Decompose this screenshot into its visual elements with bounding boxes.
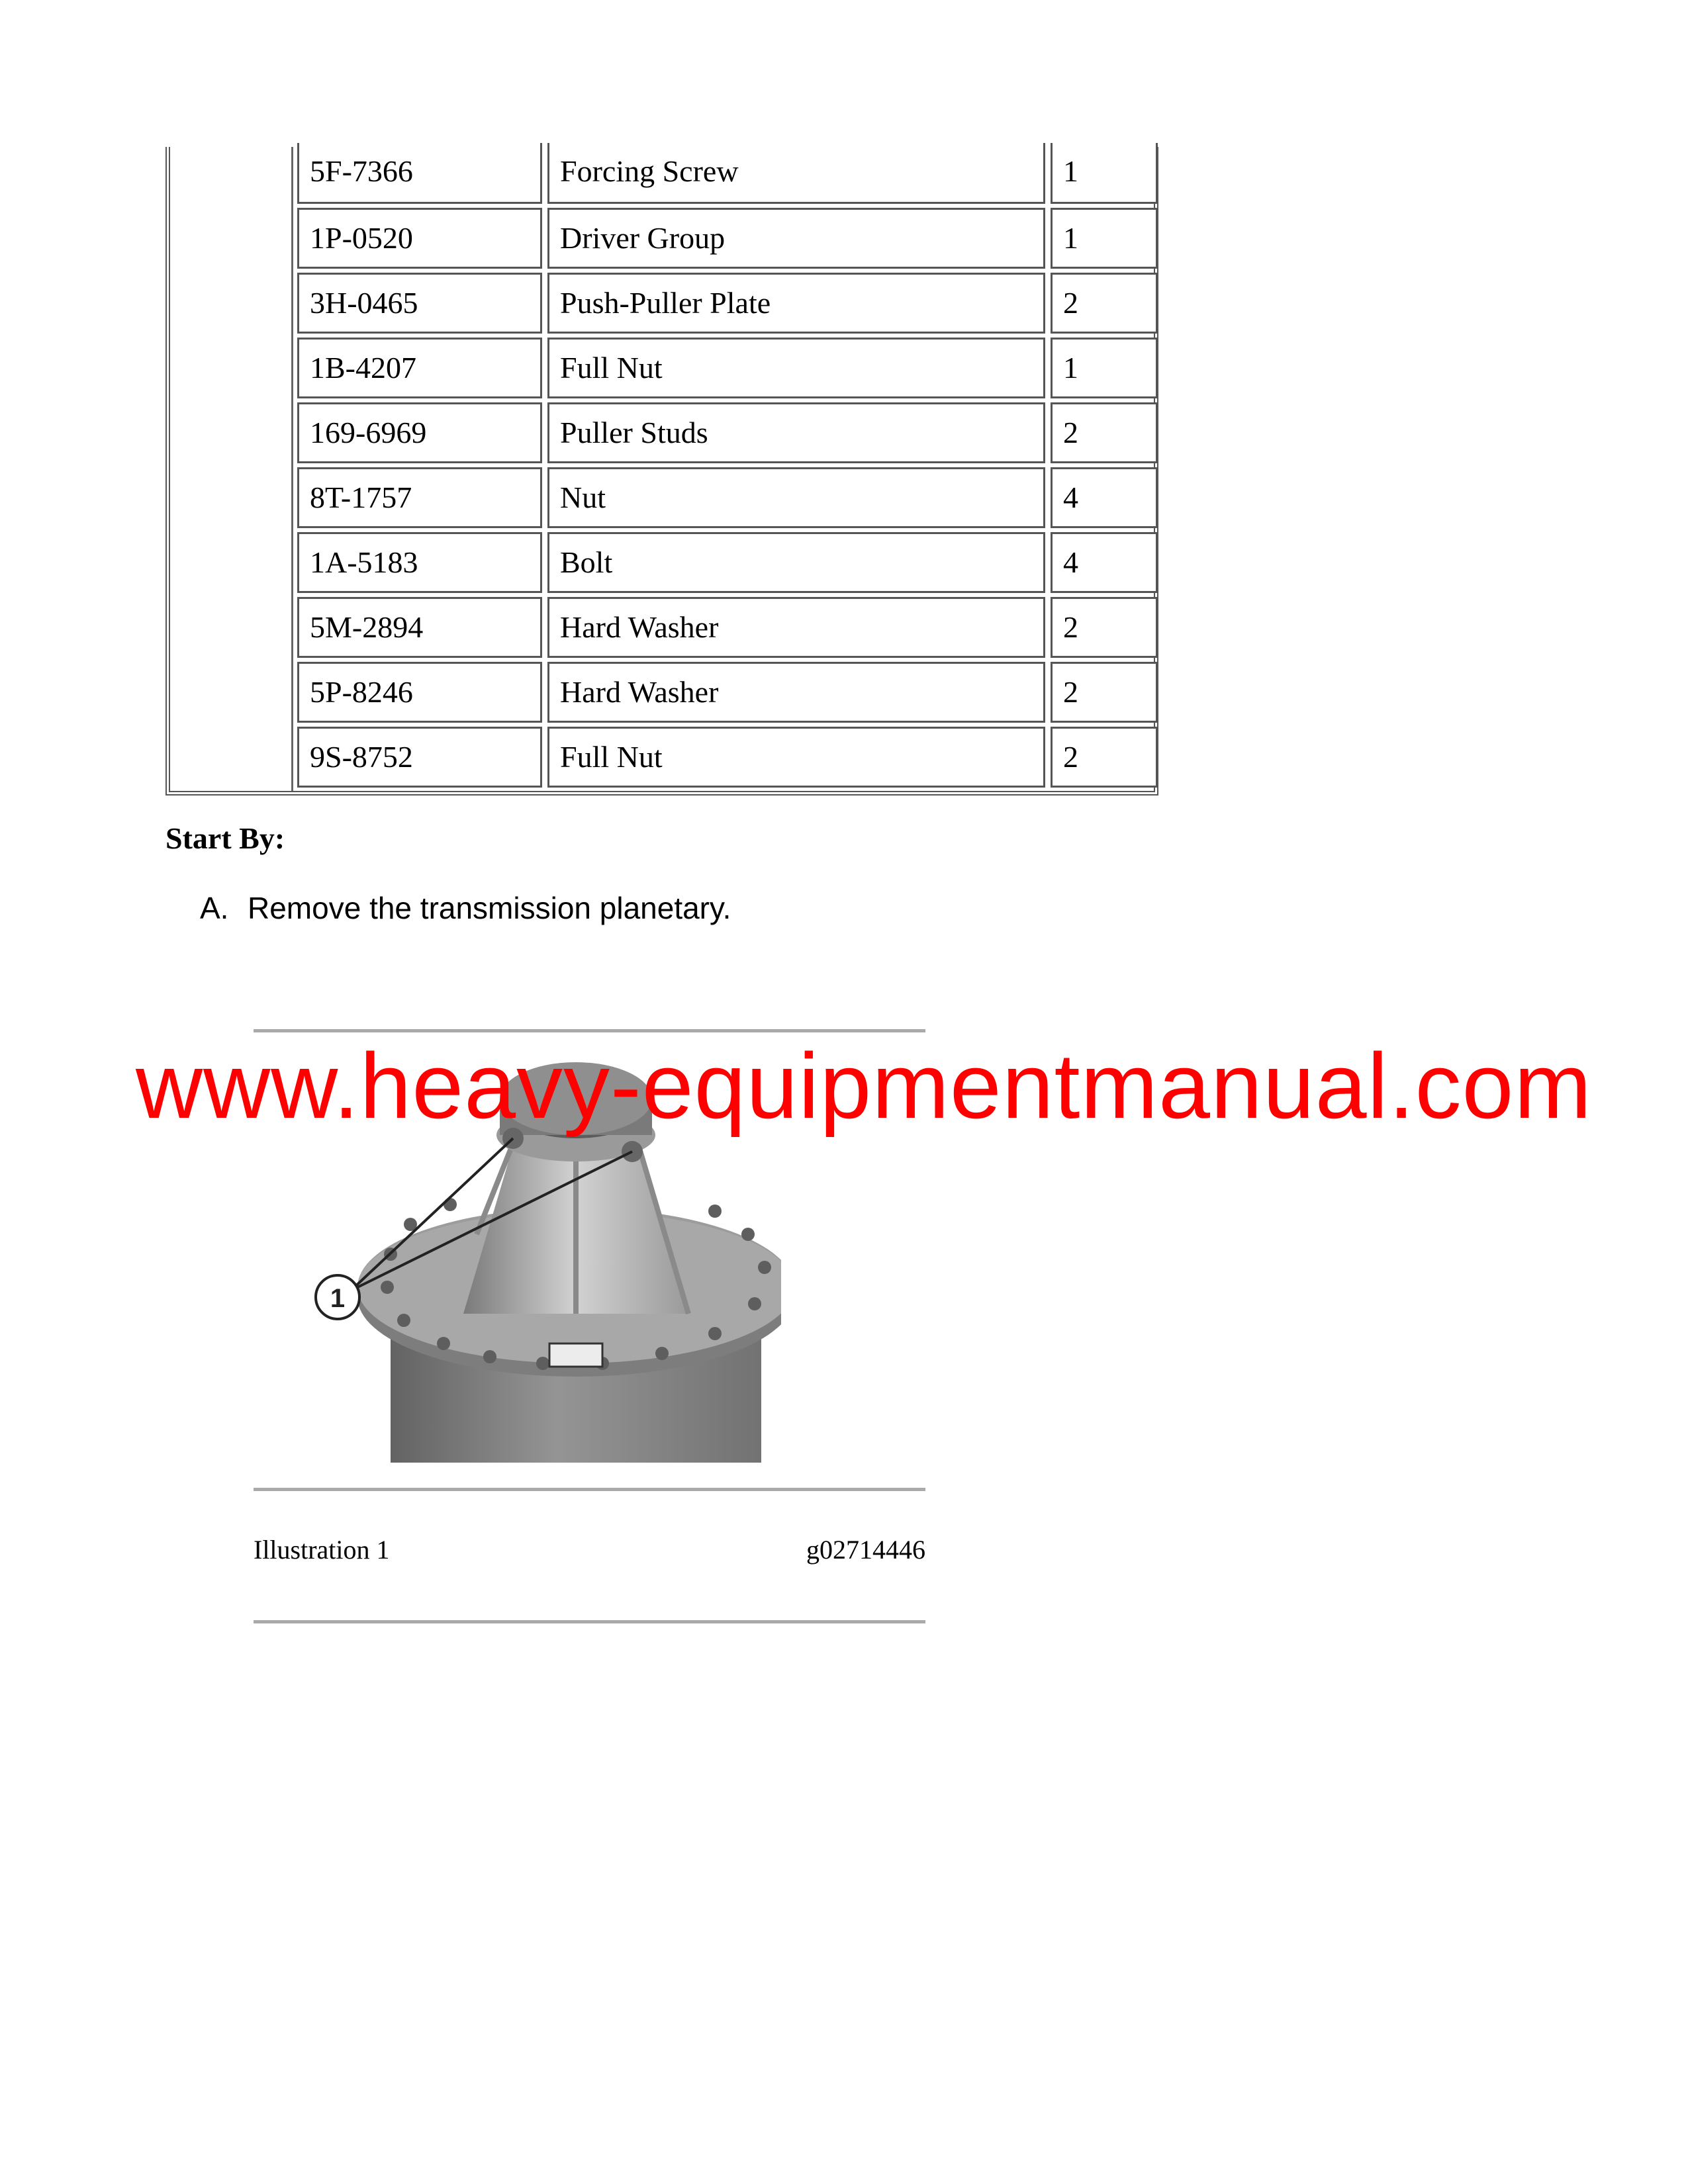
part-number-cell: 1P-0520 [297, 208, 542, 269]
start-by-heading: Start By: [165, 821, 285, 855]
part-number-cell: 5M-2894 [297, 597, 542, 658]
quantity-cell: 2 [1051, 273, 1158, 334]
part-number-cell: 5F-7366 [297, 143, 542, 204]
part-name-cell: Full Nut [547, 727, 1045, 788]
quantity-cell: 1 [1051, 338, 1158, 398]
part-number-cell: 1A-5183 [297, 532, 542, 593]
part-name-cell: Hard Washer [547, 597, 1045, 658]
table-column-divider [291, 147, 293, 791]
part-name-cell: Full Nut [547, 338, 1045, 398]
watermark-text: www.heavy-equipmentmanual.com [136, 1034, 1593, 1138]
step-a [200, 890, 731, 926]
part-number-cell: 8T-1757 [297, 467, 542, 528]
step-text: Remove the transmission planetary. [248, 891, 731, 925]
part-name-cell: Push-Puller Plate [547, 273, 1045, 334]
part-name-cell: Driver Group [547, 208, 1045, 269]
quantity-cell: 2 [1051, 662, 1158, 723]
part-name-cell: Puller Studs [547, 402, 1045, 463]
part-number-cell: 5P-8246 [297, 662, 542, 723]
illustration-caption-label: Illustration 1 [254, 1535, 390, 1565]
quantity-cell: 4 [1051, 532, 1158, 593]
caption-bottom-rule [254, 1620, 925, 1623]
part-name-cell: Nut [547, 467, 1045, 528]
part-number-cell: 1B-4207 [297, 338, 542, 398]
parts-table [165, 147, 1158, 796]
illustration-bottom-rule [254, 1488, 925, 1491]
quantity-cell: 4 [1051, 467, 1158, 528]
part-number-cell: 3H-0465 [297, 273, 542, 334]
quantity-cell: 2 [1051, 402, 1158, 463]
part-name-cell: Forcing Screw [547, 143, 1045, 204]
quantity-cell: 1 [1051, 143, 1158, 204]
callout-number: 1 [330, 1284, 346, 1313]
quantity-cell: 2 [1051, 727, 1158, 788]
part-number-cell: 9S-8752 [297, 727, 542, 788]
part-name-cell: Hard Washer [547, 662, 1045, 723]
part-name-cell: Bolt [547, 532, 1045, 593]
step-letter: A. [200, 891, 229, 925]
illustration-caption-id: g02714446 [806, 1535, 925, 1565]
quantity-cell: 1 [1051, 208, 1158, 269]
quantity-cell: 2 [1051, 597, 1158, 658]
part-number-cell: 169-6969 [297, 402, 542, 463]
